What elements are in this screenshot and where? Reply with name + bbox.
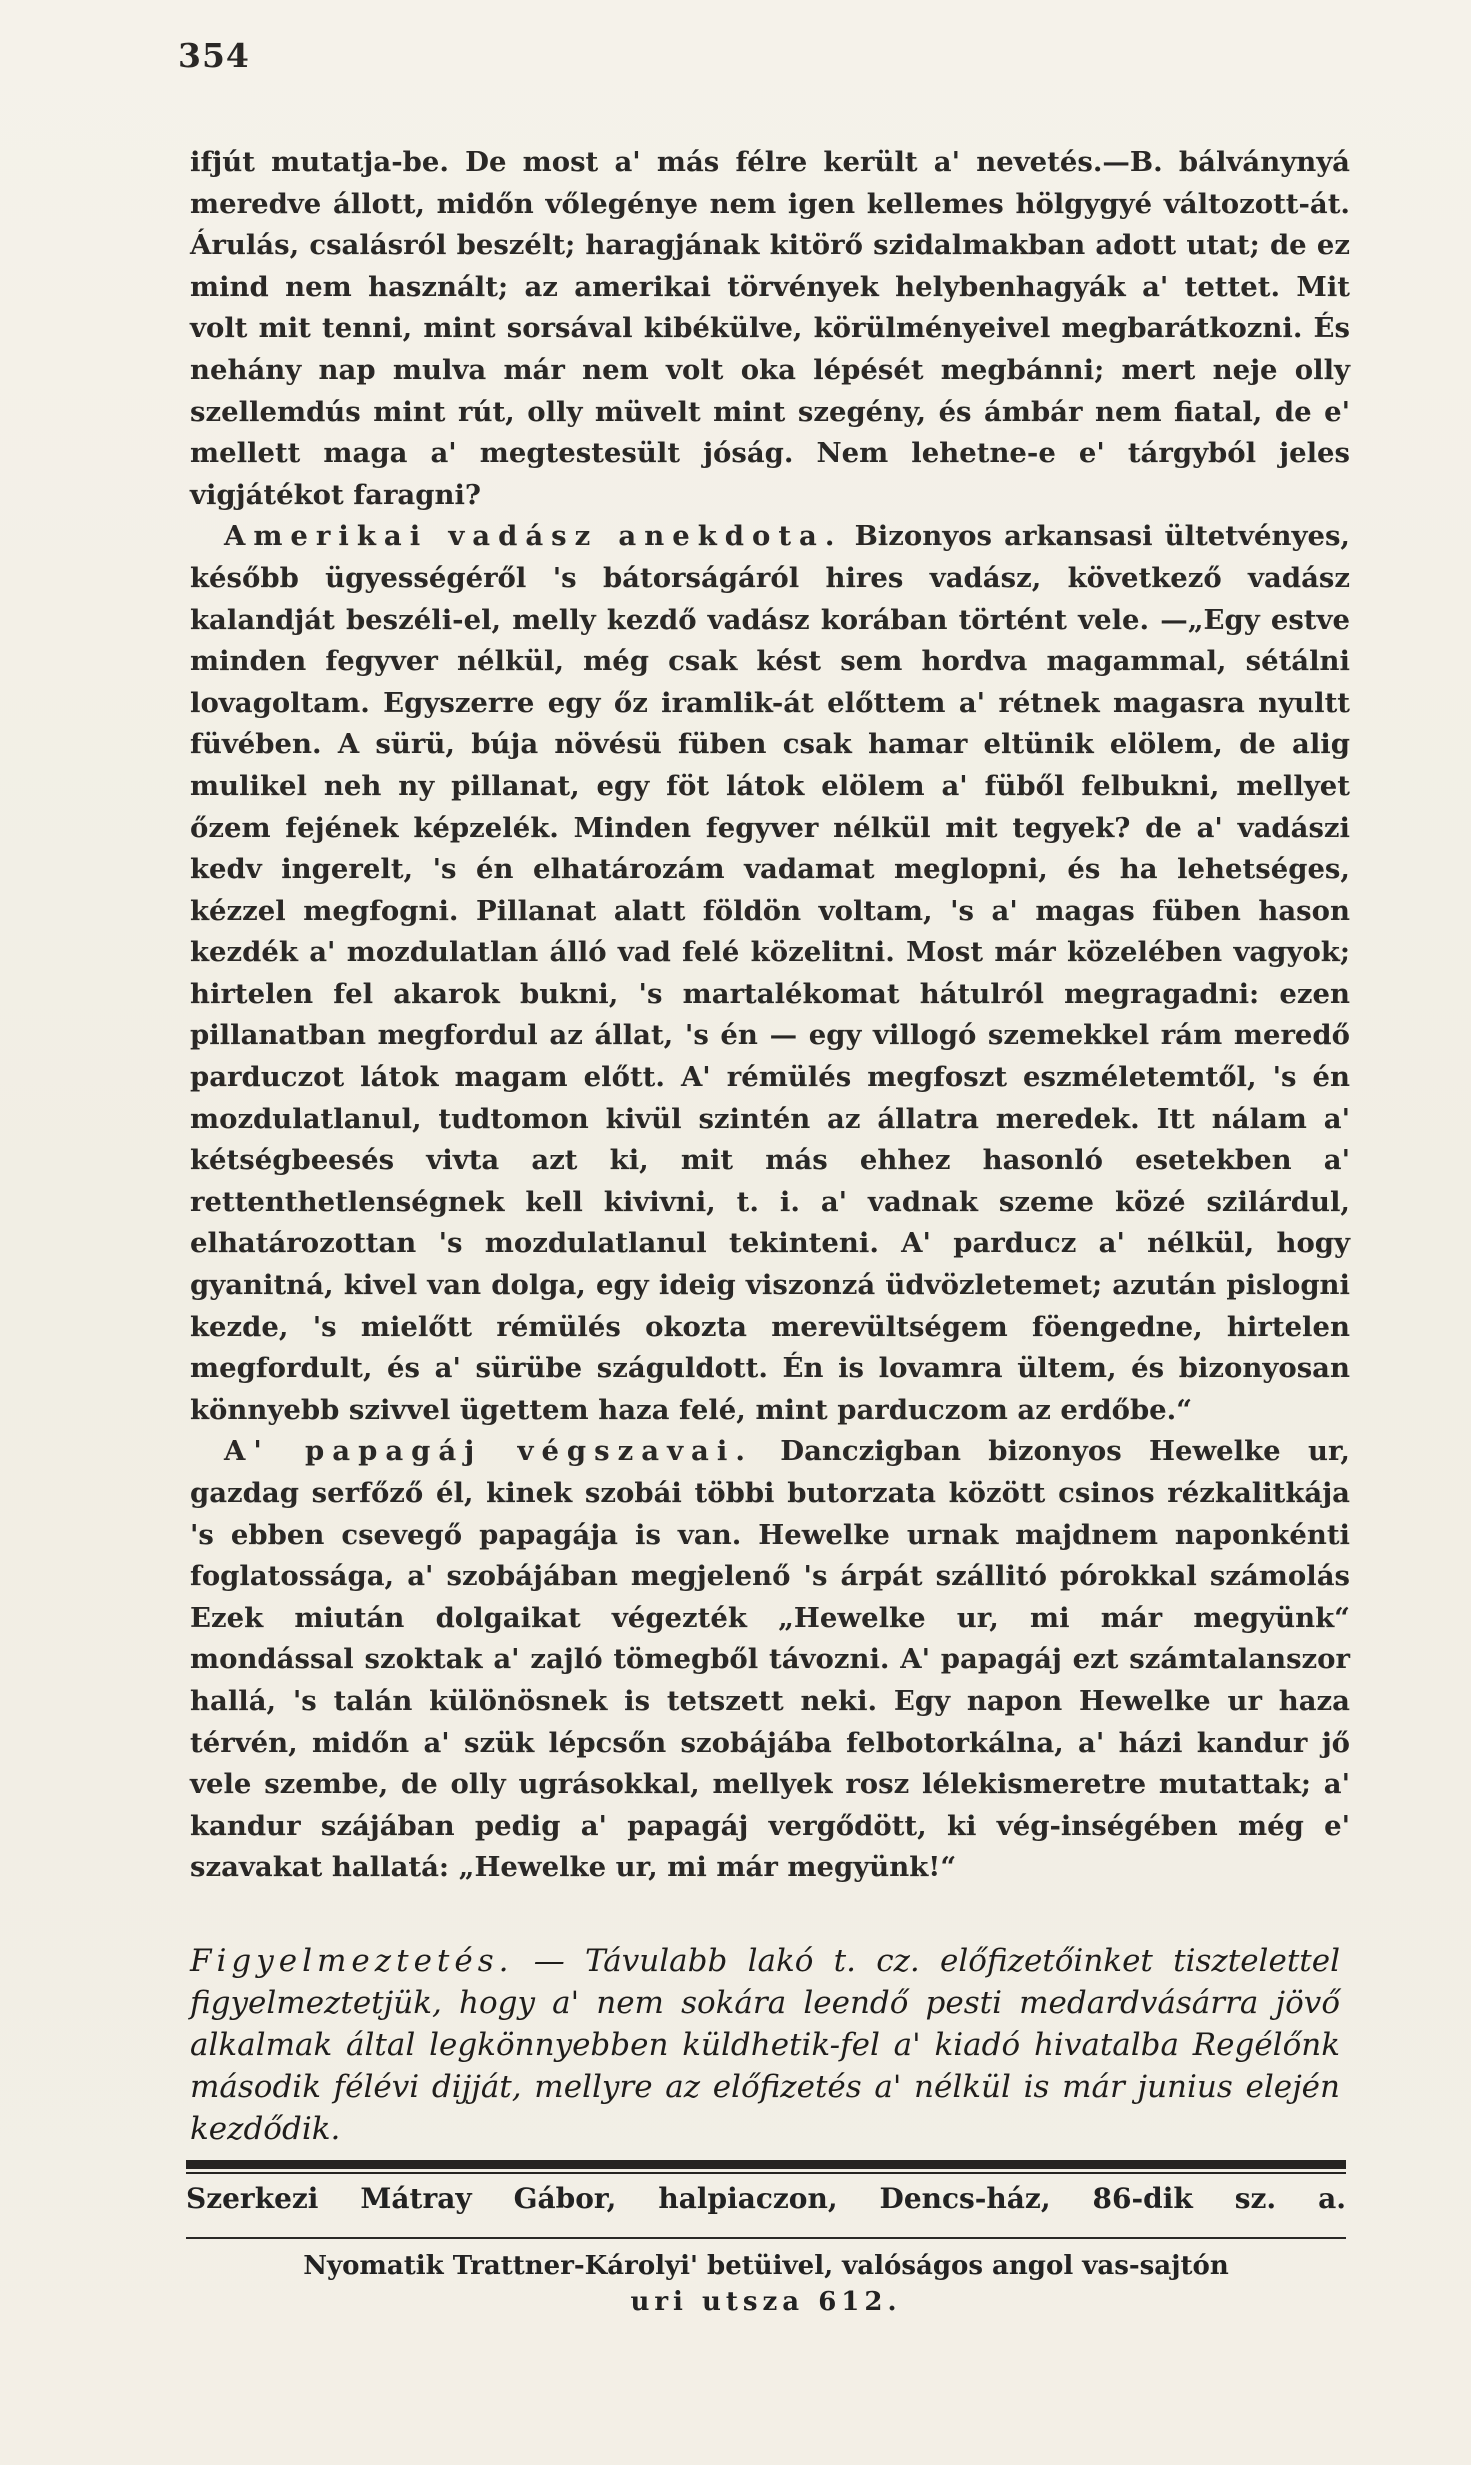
section-text-hunter: Bizonyos arkansasi ültetvényes, később ügyességéről 's bátorságáról hires vadász, következő vadász kalandját beszéli-el, melly kezdő vadász korában történt vele. —„Egy estve minden fegyver nélkül, még csak kést sem hordva magammal, sétálni lovagoltam. Egyszerre egy őz iramlik-át előttem a' rétnek magasra nyultt füvében. A sürü, búja növésü füben csak hamar eltünik elölem, de alig mulikel neh ny pillanat, egy föt látok elölem a' füből felbukni, mellyet őzem fejének képzelék. Minden fegyver nélkül mit tegyek? de a' vadászi kedv ingerelt, 's én elhatározám vadamat meglopni, és ha lehetséges, kézzel megfogni. Pillanat alatt földön voltam, 's a' magas füben hason kezdék a' mozdulatlan álló vad felé közelitni. Most már közelében vagyok; hirtelen fel akarok bukni, 's martalékomat hátulról megragadni: ezen pillanatban megfordul az állat, 's én — egy villogó szemekkel rám meredő parduczot látok magam előtt. A' rémülés megfoszt eszméletemtől, 's én mozdulatlanul, tudtomon kivül szintén az állatra meredek. Itt nálam a' kétségbeesés vivta azt ki, mit más ehhez hasonló esetekben a' rettenthetlenségnek kell kivivni, t. i. a' vadnak szeme közé szilárdul, elhatározottan 's mozdulatlanul tekinteni. A' parducz a' nélkül, hogy gyanitná, kivel van dolga, egy ideig viszonzá üdvözletemet; azután pislogni kezde, 's mielőtt rémülés okozta merevültségem föengedne, hirtelen megfordult, és a' sürübe száguldott. Én is lovamra ültem, és bizonyosan könnyebb szivvel ügettem haza felé, mint parduczom az erdőbe.“ bbox=[190, 520, 1351, 1426]
divider-imprint bbox=[186, 2237, 1346, 2239]
printer-imprint bbox=[186, 2248, 1346, 2320]
subscriber-notice bbox=[190, 1940, 1340, 2150]
printer-line-2: uri utsza 612. bbox=[630, 2287, 902, 2317]
notice-text: — Távulabb lakó t. cz. előfizetőinket tisztelettel figyelmeztetjük, hogy a' nem sokára leendő pesti medardvásárra jövő alkalmak által legkönnyebben küldhetik-fel a' kiadó hivatalba Regélőnk második félévi dijját, mellyre az előfizetés a' nélkül is már junius elején kezdődik. bbox=[190, 1943, 1340, 2147]
paragraph-hunter-anecdote bbox=[190, 516, 1350, 1431]
divider-thin bbox=[186, 2172, 1346, 2174]
notice-lead: Figyelmeztetés. bbox=[190, 1943, 514, 1979]
editor-imprint: Szerkezi Mátray Gábor, halpiaczon, Dencs-ház, 86-dik sz. a. bbox=[186, 2182, 1346, 2215]
printer-line-1: Nyomatik Trattner-Károlyi' betüivel, valóságos angol vas-sajtón bbox=[303, 2251, 1229, 2281]
section-title-parrot: A' papagáj végszavai. bbox=[224, 1435, 753, 1468]
section-title-hunter: Amerikai vadász anekdota. bbox=[224, 520, 843, 553]
divider-thick bbox=[186, 2160, 1346, 2169]
main-text bbox=[190, 142, 1350, 1889]
paragraph-continuation: ifjút mutatja-be. De most a' más félre került a' nevetés.—B. bálványnyá meredve állott, midőn vőlegénye nem igen kellemes hölgygyé változott-át. Árulás, csalásról beszélt; haragjának kitörő szidalmakban adott utat; de ez mind nem használt; az amerikai törvények helybenhagyák a' tettet. Mit volt mit tenni, mint sorsával kibékülve, körülményeivel megbarátkozni. És nehány nap mulva már nem volt oka lépését megbánni; mert neje olly szellemdús mint rút, olly müvelt mint szegény, és ámbár nem fiatal, de e' mellett maga a' megtestesült jóság. Nem lehetne-e e' tárgyból jeles vigjátékot faragni? bbox=[190, 146, 1350, 511]
section-text-parrot: Danczigban bizonyos Hewelke ur, gazdag serfőző él, kinek szobái többi butorzata között csinos rézkalitkája 's ebben csevegő papagája is van. Hewelke urnak majdnem naponkénti foglatossága, a' szobájában megjelenő 's árpát szállitó pórokkal számolás Ezek miután dolgaikat végezték „Hewelke ur, mi már megyünk“ mondással szoktak a' zajló tömegből távozni. A' papagáj ezt számtalanszor hallá, 's talán különösnek is tetszett neki. Egy napon Hewelke ur haza térvén, midőn a' szük lépcsőn szobájába felbotorkálna, a' házi kandur jő vele szembe, de olly ugrásokkal, mellyek rosz lélekismeretre mutattak; a' kandur szájában pedig a' papagáj vergődött, ki vég-inségében még e' szavakat hallatá: „Hewelke ur, mi már megyünk!“ bbox=[190, 1435, 1351, 1884]
page-number: 354 bbox=[178, 36, 250, 75]
paragraph-parrot bbox=[190, 1431, 1350, 1889]
